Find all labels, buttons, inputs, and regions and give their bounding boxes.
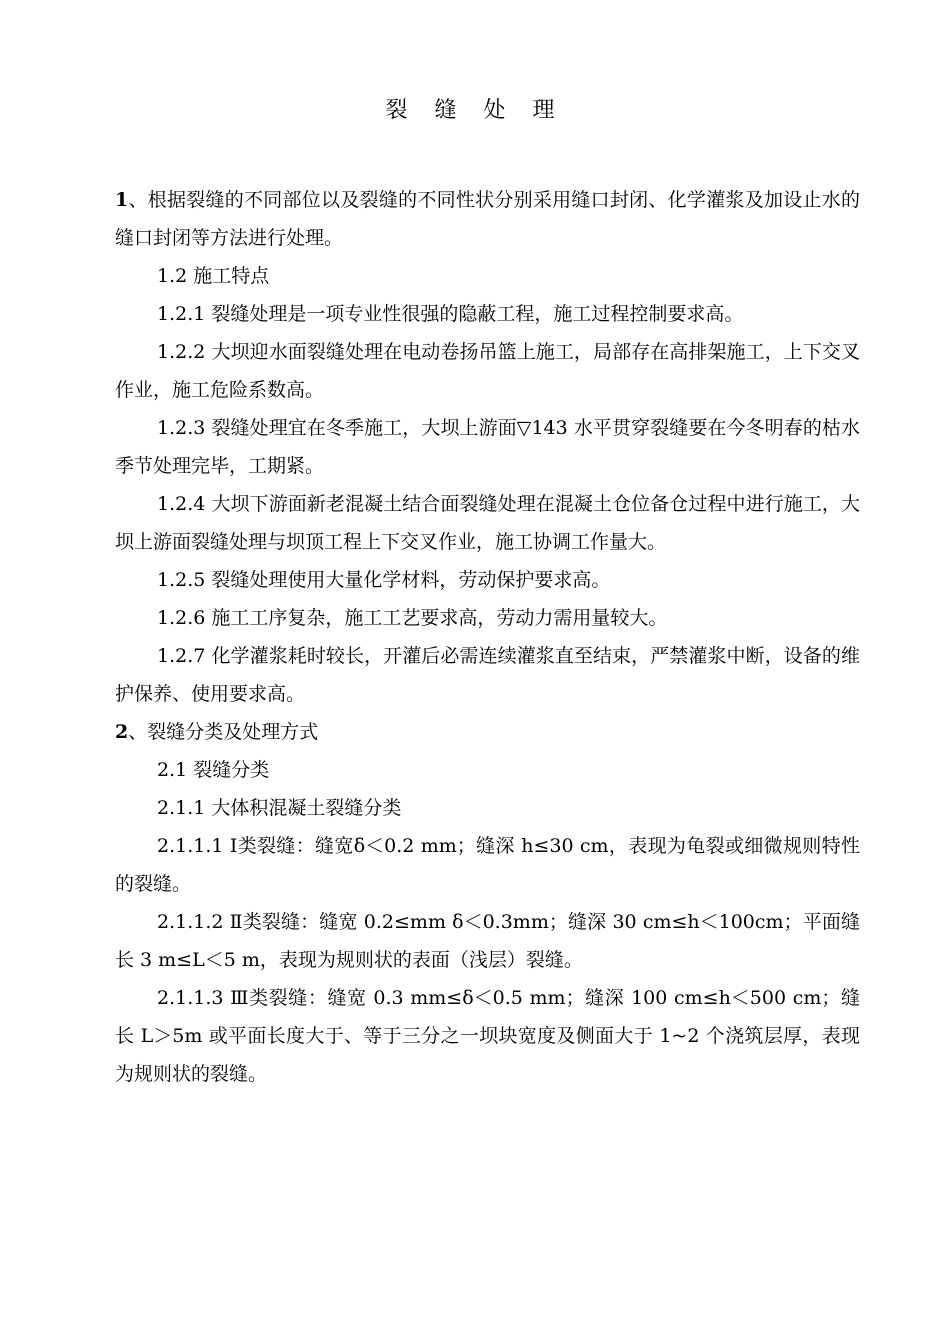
paragraph-2-1-1-2: 2.1.1.2 Ⅱ类裂缝：缝宽 0.2≤mm δ＜0.3mm；缝深 30 cm≤h＜100cm；平面缝长 3 m≤L＜5 m，表现为规则状的表面（浅层）裂缝。 (115, 911, 860, 971)
section-2-text: 、裂缝分类及处理方式 (128, 721, 319, 743)
paragraph-1-2-1: 1.2.1 裂缝处理是一项专业性很强的隐蔽工程，施工过程控制要求高。 (157, 303, 744, 325)
paragraph-1-2-2: 1.2.2 大坝迎水面裂缝处理在电动卷扬吊篮上施工，局部存在高排架施工，上下交叉作业，施工危险系数高。 (115, 341, 860, 401)
section-1-paragraph (115, 181, 860, 257)
paragraph-1-2-6: 1.2.6 施工工序复杂，施工工艺要求高，劳动力需用量较大。 (157, 607, 668, 629)
paragraph-1-2: 1.2 施工特点 (157, 265, 270, 287)
paragraph-2-1-1-3: 2.1.1.3 Ⅲ类裂缝：缝宽 0.3 mm≤δ＜0.5 mm；缝深 100 cm≤h＜500 cm；缝长 L＞5m 或平面长度大于、等于三分之一坝块宽度及侧面大于 1~2 个浇筑层厚，表现为规则状的裂缝。 (115, 987, 860, 1085)
paragraph-1-2-3: 1.2.3 裂缝处理宜在冬季施工，大坝上游面▽143 水平贯穿裂缝要在今冬明春的枯水季节处理完毕，工期紧。 (115, 417, 860, 477)
paragraph-2-1-1: 2.1.1 大体积混凝土裂缝分类 (157, 797, 402, 819)
section-1-text: 、根据裂缝的不同部位以及裂缝的不同性状分别采用缝口封闭、化学灌浆及加设止水的缝口封闭等方法进行处理。 (115, 189, 860, 249)
document-body (115, 181, 860, 1093)
paragraph-1-2-5: 1.2.5 裂缝处理使用大量化学材料，劳动保护要求高。 (157, 569, 611, 591)
section-1-number: 1 (115, 189, 129, 211)
section-2-paragraph (115, 713, 860, 751)
paragraph-2-1: 2.1 裂缝分类 (157, 759, 270, 781)
paragraph-1-2-4: 1.2.4 大坝下游面新老混凝土结合面裂缝处理在混凝土仓位备仓过程中进行施工，大坝上游面裂缝处理与坝顶工程上下交叉作业，施工协调工作量大。 (115, 493, 860, 553)
section-2-number: 2 (115, 721, 129, 743)
paragraph-1-2-7: 1.2.7 化学灌浆耗时较长，开灌后必需连续灌浆直至结束，严禁灌浆中断，设备的维护保养、使用要求高。 (115, 645, 860, 705)
document-title: 裂 缝 处 理 (385, 98, 565, 123)
paragraph-2-1-1-1: 2.1.1.1 Ⅰ类裂缝：缝宽δ＜0.2 mm；缝深 h≤30 cm，表现为龟裂或细微规则特性的裂缝。 (115, 835, 860, 895)
